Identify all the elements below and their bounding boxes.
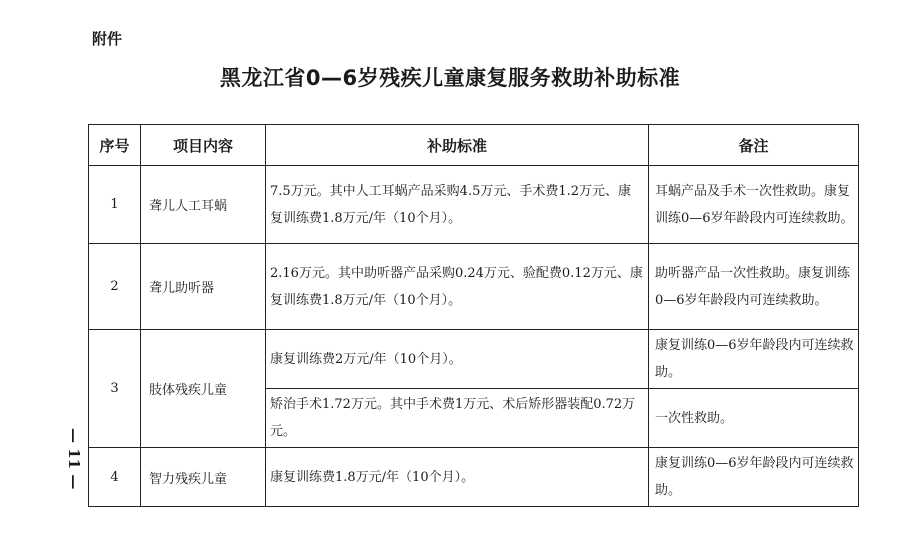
row-item: 肢体残疾儿童 [141,330,266,448]
table-row [89,330,859,389]
row-item: 聋儿助听器 [141,244,266,330]
row-standard: 矫治手术1.72万元。其中手术费1万元、术后矫形器装配0.72万元。 [266,389,649,448]
col-header-number: 序号 [89,125,141,166]
page-title: 黑龙江省0—6岁残疾儿童康复服务救助补助标准 [219,66,681,90]
col-header-item: 项目内容 [141,125,266,166]
col-header-standard: 补助标准 [266,125,649,166]
row-note: 耳蜗产品及手术一次性救助。康复训练0—6岁年龄段内可连续救助。 [649,166,859,244]
page-number: — 11 — [65,428,83,490]
row-note: 康复训练0—6岁年龄段内可连续救助。 [649,448,859,507]
row-note: 康复训练0—6岁年龄段内可连续救助。 [649,330,859,389]
row-standard: 7.5万元。其中人工耳蜗产品采购4.5万元、手术费1.2万元、康复训练费1.8万元/年（10个月）。 [266,166,649,244]
table-row [89,244,859,330]
row-standard: 康复训练费1.8万元/年（10个月）。 [266,448,649,507]
row-number: 4 [89,448,141,507]
row-note: 一次性救助。 [649,389,859,448]
row-number: 2 [89,244,141,330]
row-note: 助听器产品一次性救助。康复训练0—6岁年龄段内可连续救助。 [649,244,859,330]
col-header-note: 备注 [649,125,859,166]
row-number: 3 [89,330,141,448]
row-item: 聋儿人工耳蜗 [141,166,266,244]
attachment-label: 附件 [92,30,123,48]
row-number: 1 [89,166,141,244]
row-item: 智力残疾儿童 [141,448,266,507]
table-row [89,448,859,507]
table-row [89,166,859,244]
row-standard: 康复训练费2万元/年（10个月）。 [266,330,649,389]
row-standard: 2.16万元。其中助听器产品采购0.24万元、验配费0.12万元、康复训练费1.8万元/年（10个月）。 [266,244,649,330]
table-header-row [89,125,859,166]
subsidy-standards-table [88,124,859,507]
